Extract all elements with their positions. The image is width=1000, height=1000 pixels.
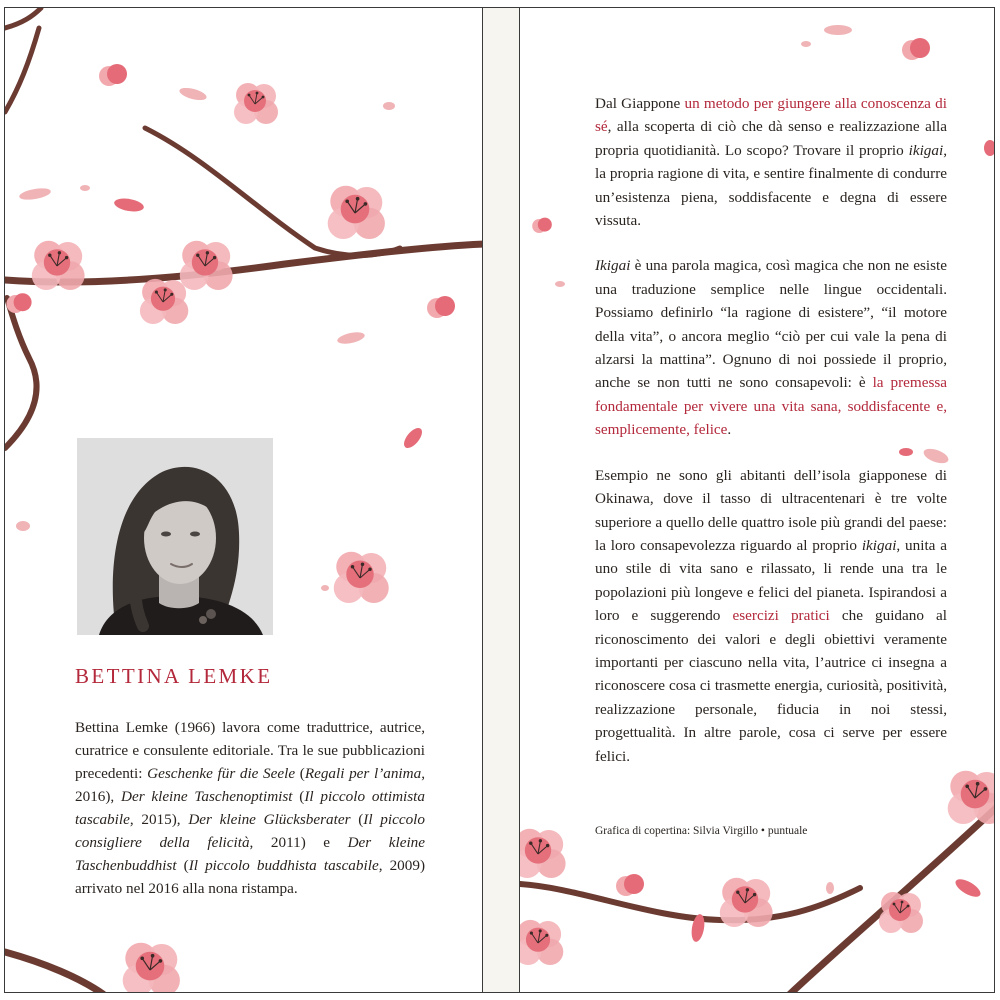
blurb-highlight: la premessa fondamentale per vivere una vita sana, soddisfacente e, semplicemente, felice <box>595 374 948 439</box>
blossom <box>32 241 85 290</box>
author-name: BETTINA LEMKE <box>75 664 273 688</box>
bud <box>427 296 455 318</box>
petal <box>826 882 834 894</box>
blurb-text-run: Dal Giappone <box>595 95 685 112</box>
branch <box>5 952 103 993</box>
bio-text: , 2016), <box>75 765 426 805</box>
blurb-text-run: che guidano al riconoscimento dei valori e degli obiettivi veramente importanti per ciascuno nella vita, l’autrice ci insegna a riconoscere cosa ci trasmette energia, curiosità, positività, realizzazione personale, fiducia in noi stessi, progettualità. In altre parole, cosa ci serve per essere felici. <box>595 607 948 765</box>
blurb-paragraph-3 <box>595 464 947 768</box>
blurb-italic: Ikigai <box>595 257 631 275</box>
bio-book-title: Il piccolo consigliere della felicità <box>75 811 425 851</box>
petal <box>80 185 90 191</box>
blurb-text <box>595 92 947 790</box>
blossom <box>123 943 180 993</box>
blurb-paragraph-1 <box>595 92 947 232</box>
blurb-text-run: è una parola magica, così magica che non ne esiste una traduzione semplice nelle lingue occidentali. Possiamo definirlo “la ragione di esistere”, “il motore della vita”, o ancora meglio “ciò per cui vale la pena di alzarsi la mattina”. Ognuno di noi possiede il proprio, anche se non tutti ne sono consapevoli: è <box>595 257 947 392</box>
bud <box>6 293 31 313</box>
blossom <box>140 279 188 324</box>
bio-book-title: Der kleine Glücksberater <box>188 811 351 828</box>
branch <box>5 28 39 112</box>
petal <box>336 330 365 346</box>
blurb-paragraph-2 <box>595 254 947 441</box>
branch <box>5 8 41 28</box>
bio-text: ( <box>292 788 305 805</box>
petal <box>18 186 51 201</box>
bio-book-title: Der kleine Taschenoptimist <box>120 788 293 805</box>
petal <box>321 585 329 591</box>
bio-text: Bettina Lemke (1966) lavora come traduttrice, autrice, curatrice e consulente editoriale. Tra le sue pubblicazioni precedenti: <box>75 719 425 782</box>
blossom <box>948 771 995 824</box>
bio-text: , 2015), <box>129 811 189 828</box>
bio-book-title: Geschenke für die Seele <box>147 765 296 782</box>
right-page <box>519 7 995 993</box>
author-photo <box>77 438 273 635</box>
petal <box>383 102 395 110</box>
blossom <box>720 878 773 927</box>
blossom <box>234 83 278 124</box>
petal <box>984 140 995 156</box>
petal <box>953 876 983 900</box>
blurb-italic: ikigai <box>908 141 944 159</box>
bud <box>616 874 644 896</box>
blurb-text-run: , la propria ragione di vita, e sentire finalmente di condurre un’esistenza piena, soddisfacente e degna di essere vissuta. <box>595 141 947 230</box>
bio-text: ( <box>350 811 364 828</box>
blurb-italic: ikigai <box>861 536 897 554</box>
blurb-highlight: un metodo per giungere alla conoscenza di sé <box>595 95 947 136</box>
bio-text: ( <box>176 857 189 874</box>
petal <box>178 86 208 103</box>
petal <box>113 196 145 213</box>
bud <box>532 218 552 233</box>
branch <box>520 884 860 920</box>
bio-book-title: Il piccolo ottimista tascabile <box>75 788 425 828</box>
blurb-highlight: esercizi pratici <box>732 607 830 625</box>
left-page <box>4 7 483 993</box>
bud <box>99 64 127 86</box>
blossom <box>879 892 923 933</box>
blurb-text-run: , unita a uno stile di vita sano e rilassato, li rende una tra le popolazioni più longeve e felici del pianeta. Ispirandosi a loro e suggerendo <box>595 536 947 625</box>
blossom <box>180 241 233 290</box>
blossom <box>520 920 563 965</box>
bio-text: ( <box>295 765 305 782</box>
book-gutter <box>483 7 519 993</box>
petal <box>16 521 30 531</box>
author-bio <box>75 716 425 900</box>
bio-book-title: Regali per l’anima <box>304 765 422 782</box>
blossom <box>334 552 389 603</box>
blurb-text-run: Esempio ne sono gli abitanti dell’isola giapponese di Okinawa, dove il tasso di ultracentenari è tre volte superiore a quello delle quattro isole più grandi del paese: la loro consapevolezza riguardo al proprio <box>595 466 947 554</box>
petal <box>801 41 811 47</box>
petal <box>555 281 565 287</box>
blurb-text-run: . <box>727 421 732 439</box>
bio-text: , 2009) arrivato nel 2016 alla nona ristampa. <box>75 857 426 897</box>
branch <box>5 298 37 448</box>
blossom <box>520 829 566 878</box>
bio-book-title: Il piccolo buddhista tascabile <box>188 857 379 874</box>
blurb-text-run: , alla scoperta di ciò che dà senso e realizzazione alla propria quotidianità. Lo scopo? Trovare il proprio <box>595 118 947 159</box>
bio-text: , 2011) e <box>249 834 348 851</box>
petal <box>401 425 426 451</box>
bio-book-title: Der kleine Taschenbuddhist <box>75 834 425 874</box>
bud <box>902 38 930 60</box>
petal <box>824 25 852 35</box>
blossom <box>328 186 385 239</box>
cover-credit: Grafica di copertina: Silvia Virgillo • puntuale <box>595 825 808 837</box>
